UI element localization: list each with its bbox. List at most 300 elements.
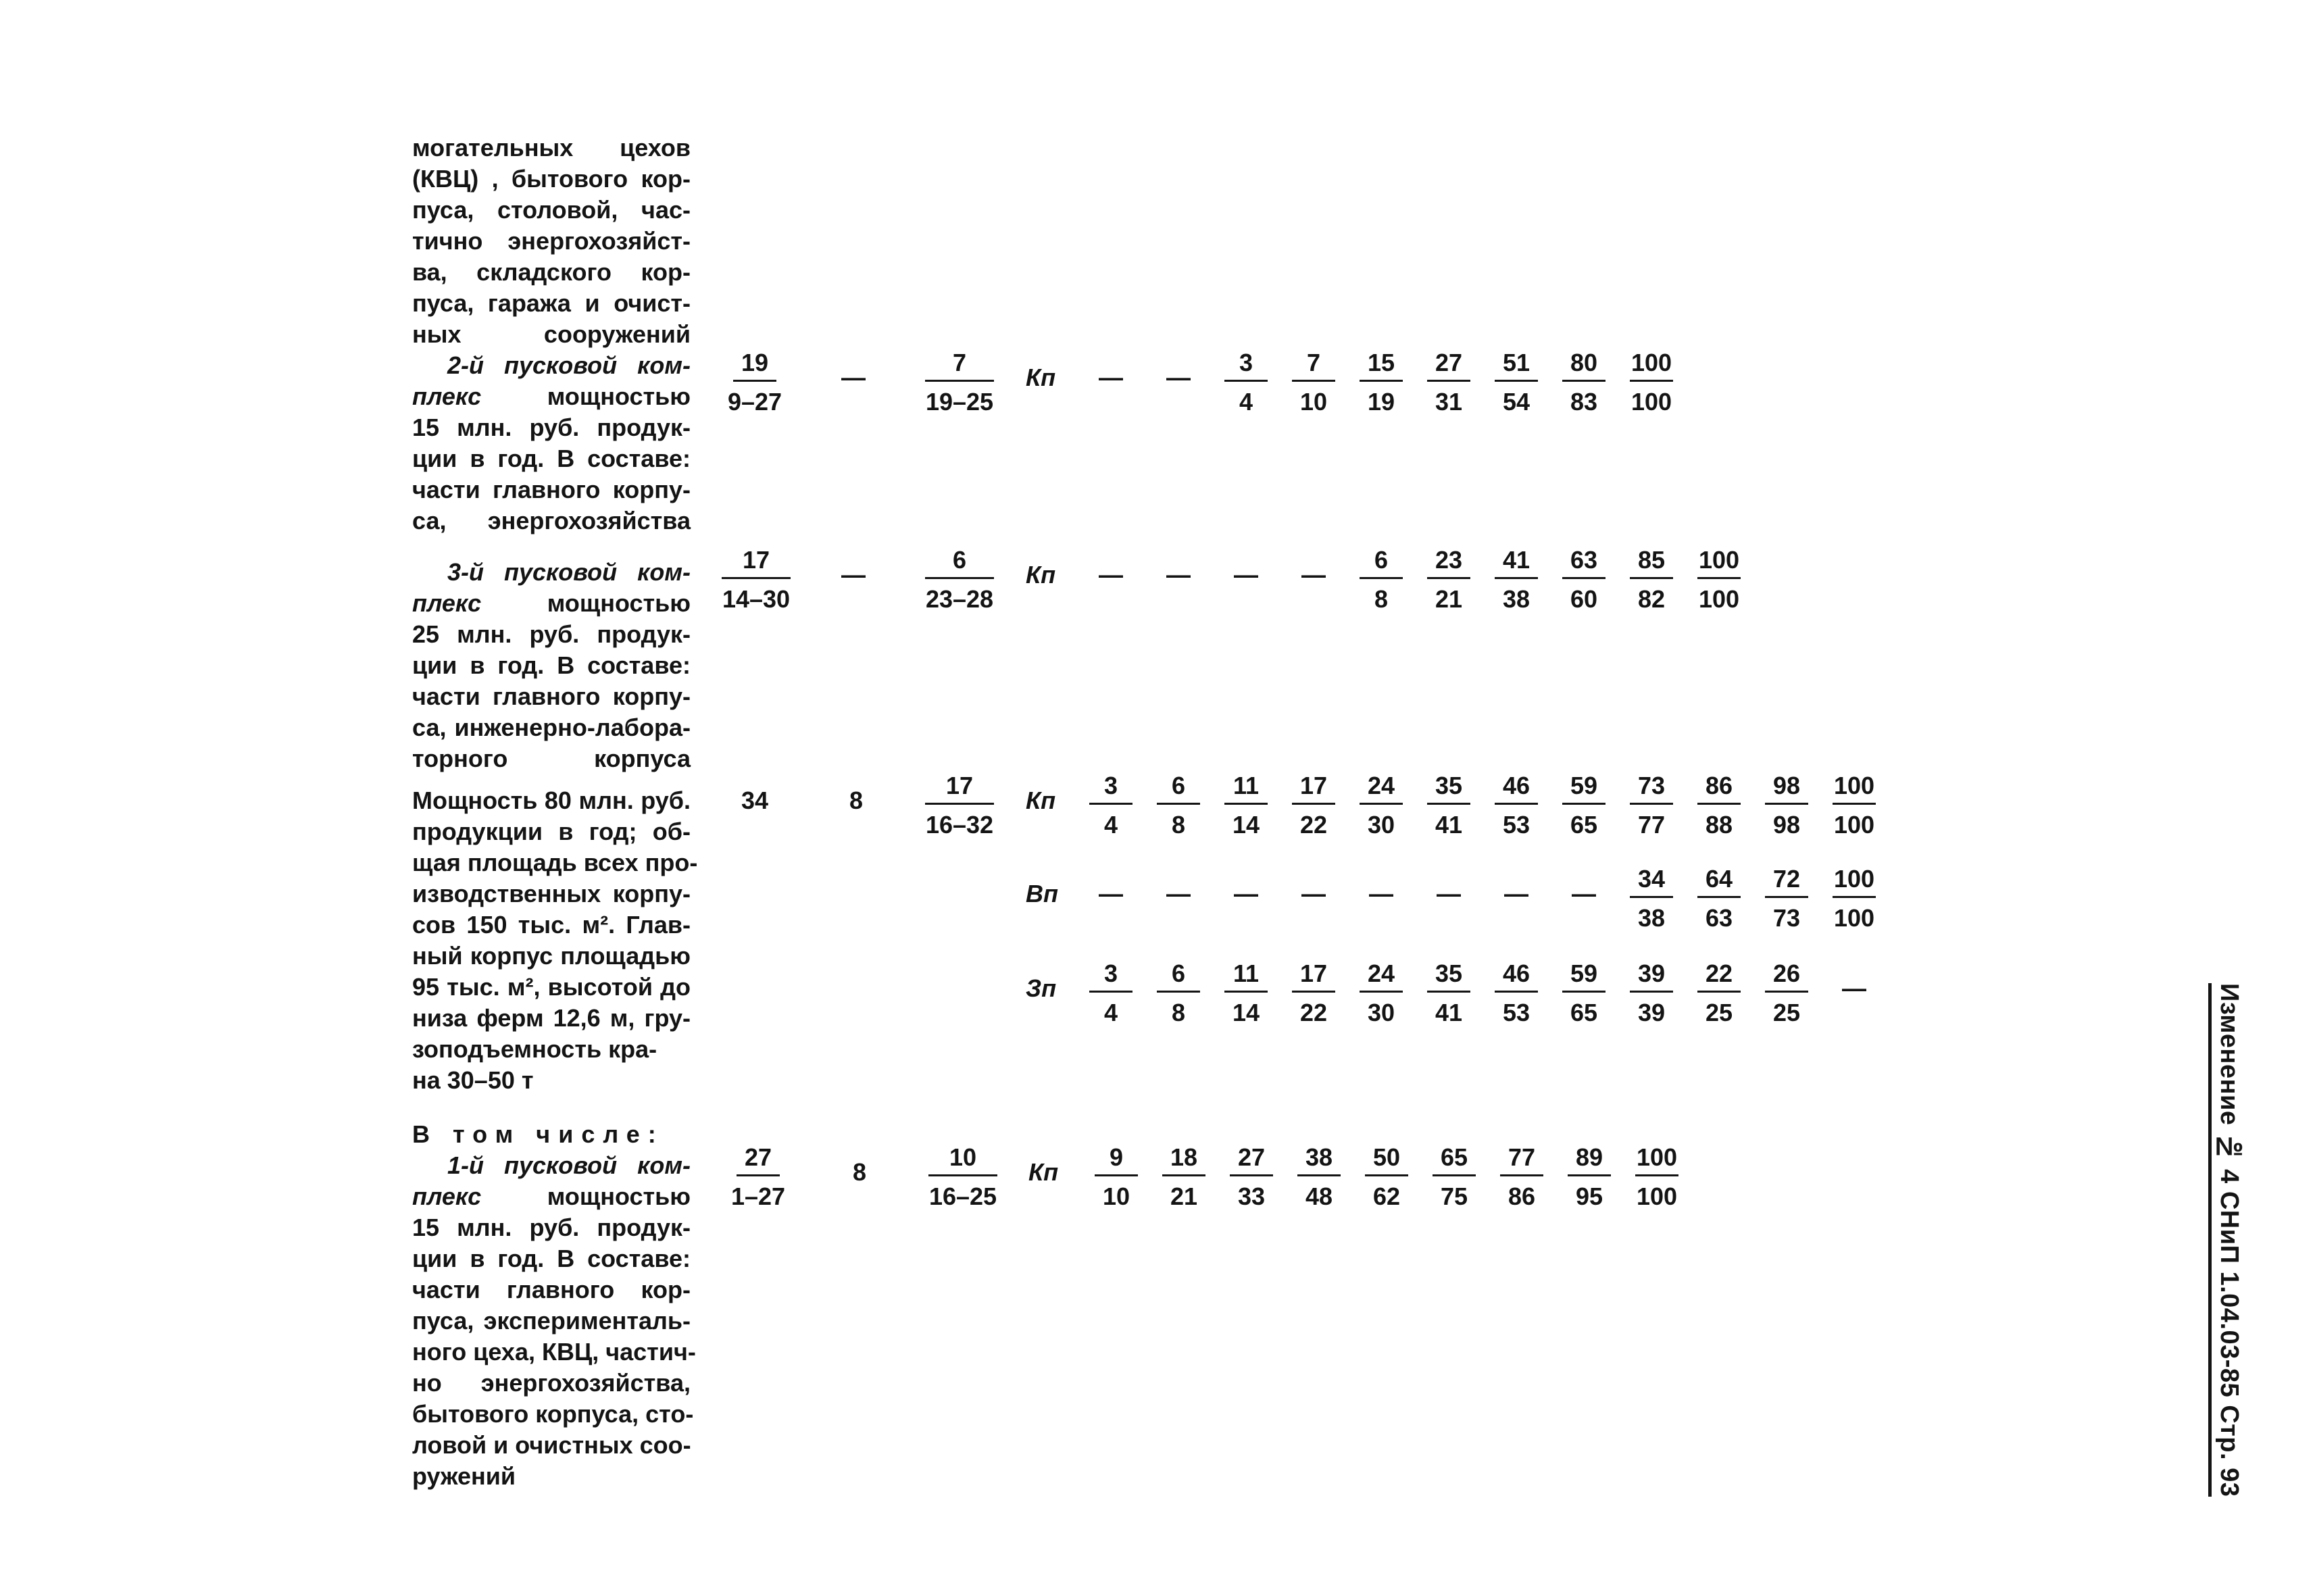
col1-fraction — [726, 347, 783, 418]
fraction-denominator: 19 — [1367, 388, 1395, 416]
fraction-denominator: 41 — [1435, 999, 1463, 1026]
desc-line: ции в год. В составе: — [412, 1245, 691, 1272]
schedule-fraction — [1285, 770, 1342, 841]
desc-line: са, энергохозяйства — [412, 507, 691, 534]
fraction-bar — [1089, 803, 1132, 805]
fraction-denominator: 14 — [1232, 811, 1260, 839]
desc-word-italic: плекс — [412, 382, 482, 410]
fraction-bar — [1562, 991, 1605, 993]
col3-fraction — [916, 347, 1003, 418]
fraction-bar — [1765, 991, 1808, 993]
fraction-numerator: 77 — [1508, 1143, 1536, 1171]
row-label-kp: Кп — [1028, 1158, 1059, 1186]
fraction-numerator: 72 — [1772, 865, 1801, 893]
schedule-fraction — [1623, 347, 1680, 418]
schedule-dash: — — [1234, 880, 1258, 907]
schedule-fraction — [1623, 864, 1680, 934]
fraction-bar — [1562, 380, 1605, 382]
fraction-denominator: 54 — [1502, 388, 1530, 416]
fraction-bar — [1630, 896, 1673, 898]
fraction-denominator: 88 — [1705, 811, 1733, 839]
desc-line: изводственных корпу- — [412, 880, 691, 907]
schedule-fraction — [1555, 770, 1612, 841]
schedule-fraction — [1758, 864, 1815, 934]
schedule-dash: — — [1301, 880, 1326, 907]
fraction-denominator: 31 — [1435, 388, 1463, 416]
schedule-dash: — — [1166, 880, 1191, 907]
schedule-fraction — [1088, 1142, 1145, 1212]
desc-line: 15 млн. руб. продук- — [412, 414, 691, 441]
fraction-numerator: 46 — [1502, 772, 1530, 799]
fraction-numerator: 17 — [1299, 959, 1328, 987]
fraction-denominator: 23–28 — [925, 585, 994, 613]
row-label-vp: Вп — [1026, 880, 1058, 907]
fraction-denominator: 21 — [1170, 1182, 1198, 1210]
fraction-bar — [1427, 577, 1470, 579]
schedule-fraction — [1488, 958, 1545, 1028]
fraction-denominator: 39 — [1637, 999, 1666, 1026]
schedule-fraction — [1420, 545, 1477, 615]
fraction-numerator: 34 — [1637, 865, 1666, 893]
fraction-bar — [1495, 380, 1538, 382]
fraction-numerator: 64 — [1705, 865, 1733, 893]
col2-value: — — [841, 561, 866, 589]
fraction-bar — [925, 803, 994, 805]
desc-line: 25 млн. руб. продук- — [412, 620, 691, 648]
fraction-bar — [1833, 896, 1876, 898]
desc-line: ции в год. В составе: — [412, 445, 691, 472]
fraction-numerator: 39 — [1637, 959, 1666, 987]
schedule-dash: — — [1301, 561, 1326, 589]
desc-line: зоподъемность кра- — [412, 1035, 657, 1063]
fraction-bar — [1360, 991, 1403, 993]
fraction-numerator: 3 — [1103, 772, 1118, 799]
desc-line: сов 150 тыс. м². Глав- — [412, 911, 691, 939]
desc-line: са, инженерно-лабора- — [412, 714, 691, 741]
schedule-fraction — [1358, 1142, 1415, 1212]
fraction-numerator: 100 — [1636, 1143, 1678, 1171]
fraction-denominator: 14 — [1232, 999, 1260, 1026]
fraction-bar — [1630, 380, 1673, 382]
schedule-fraction — [1285, 347, 1342, 418]
fraction-numerator: 80 — [1570, 349, 1598, 376]
fraction-denominator: 100 — [1636, 1182, 1678, 1210]
fraction-numerator: 6 — [1171, 772, 1186, 799]
desc-line: Мощность 80 млн. руб. — [412, 787, 691, 814]
schedule-fraction — [1218, 770, 1274, 841]
desc-line-italic: 2-й пусковой ком- — [447, 351, 691, 379]
fraction-bar — [1157, 991, 1200, 993]
fraction-bar — [1360, 803, 1403, 805]
fraction-numerator: 51 — [1502, 349, 1530, 376]
desc-line: ва, складского кор- — [412, 258, 691, 286]
fraction-bar — [1292, 380, 1335, 382]
fraction-denominator: 63 — [1705, 904, 1733, 932]
fraction-numerator: 98 — [1772, 772, 1801, 799]
fraction-denominator: 100 — [1833, 811, 1875, 839]
fraction-bar — [1224, 991, 1268, 993]
fraction-bar — [1635, 1174, 1678, 1176]
fraction-bar — [1495, 577, 1538, 579]
schedule-fraction — [1623, 545, 1680, 615]
schedule-fraction — [1691, 770, 1747, 841]
schedule-fraction — [1488, 347, 1545, 418]
schedule-fraction — [1488, 770, 1545, 841]
desc-line: ный корпус площадью — [412, 942, 691, 970]
fraction-denominator: 53 — [1502, 999, 1530, 1026]
fraction-denominator: 53 — [1502, 811, 1530, 839]
fraction-bar — [1630, 803, 1673, 805]
schedule-fraction — [1285, 958, 1342, 1028]
desc-line-italic: 1-й пусковой ком- — [447, 1151, 691, 1179]
col2-value: 8 — [849, 787, 864, 814]
fraction-numerator: 59 — [1570, 772, 1598, 799]
block-0-description — [412, 132, 691, 350]
fraction-numerator: 6 — [1171, 959, 1186, 987]
schedule-fraction — [1223, 1142, 1280, 1212]
desc-line: части главного кор- — [412, 1276, 691, 1303]
fraction-bar — [1162, 1174, 1205, 1176]
fraction-numerator: 100 — [1833, 865, 1875, 893]
schedule-fraction — [1353, 958, 1410, 1028]
fraction-denominator: 8 — [1171, 999, 1186, 1026]
fraction-denominator: 65 — [1570, 999, 1598, 1026]
col3-fraction — [916, 545, 1003, 615]
fraction-numerator: 35 — [1435, 959, 1463, 987]
section-heading: В том числе: — [412, 1120, 664, 1148]
desc-line: ции в год. В составе: — [412, 651, 691, 679]
fraction-numerator: 3 — [1239, 349, 1253, 376]
schedule-dash: — — [1842, 974, 1866, 1002]
schedule-fraction — [1623, 770, 1680, 841]
fraction-denominator: 22 — [1299, 811, 1328, 839]
fraction-denominator: 41 — [1435, 811, 1463, 839]
fraction-numerator: 65 — [1440, 1143, 1468, 1171]
fraction-numerator: 73 — [1637, 772, 1666, 799]
schedule-fraction — [1353, 545, 1410, 615]
fraction-bar — [928, 1174, 997, 1176]
desc-word: мощностью — [547, 382, 691, 410]
schedule-dash: — — [1572, 880, 1596, 907]
fraction-bar — [925, 380, 994, 382]
desc-line: бытового корпуса, сто- — [412, 1400, 694, 1428]
fraction-bar — [1297, 1174, 1341, 1176]
fraction-numerator: 46 — [1502, 959, 1530, 987]
desc-line — [412, 588, 691, 619]
desc-line — [412, 381, 691, 412]
fraction-denominator: 10 — [1299, 388, 1328, 416]
fraction-numerator: 35 — [1435, 772, 1463, 799]
side-header — [2208, 983, 2249, 1497]
fraction-denominator: 4 — [1103, 999, 1118, 1026]
fraction-bar — [1765, 896, 1808, 898]
fraction-numerator: 27 — [1237, 1143, 1266, 1171]
desc-line: части главного корпу- — [412, 682, 691, 710]
fraction-bar — [1495, 991, 1538, 993]
fraction-numerator: 11 — [1233, 772, 1260, 799]
col3-fraction — [916, 770, 1003, 841]
fraction-bar — [1360, 380, 1403, 382]
side-header-text: Изменение № 4 СНиП 1.04.03-85 Стр. 93 — [2215, 983, 2243, 1497]
schedule-fraction — [1150, 958, 1207, 1028]
fraction-numerator: 18 — [1170, 1143, 1198, 1171]
fraction-denominator: 1–27 — [730, 1182, 786, 1210]
block-4-description — [412, 1119, 696, 1492]
desc-line: ружений — [412, 1462, 516, 1490]
fraction-denominator: 95 — [1575, 1182, 1603, 1210]
fraction-denominator: 21 — [1435, 585, 1463, 613]
fraction-bar — [1495, 803, 1538, 805]
schedule-dash: — — [1234, 561, 1258, 589]
schedule-fraction — [1691, 545, 1747, 615]
schedule-fraction — [1488, 545, 1545, 615]
fraction-bar — [1427, 991, 1470, 993]
schedule-fraction — [1218, 958, 1274, 1028]
fraction-bar — [1427, 380, 1470, 382]
schedule-dash: — — [1099, 561, 1123, 589]
desc-word: мощностью — [547, 1182, 691, 1210]
schedule-fraction — [1218, 347, 1274, 418]
fraction-denominator: 48 — [1305, 1182, 1333, 1210]
row-label-kp: Кп — [1026, 561, 1056, 589]
fraction-numerator: 3 — [1103, 959, 1118, 987]
fraction-numerator: 17 — [945, 772, 974, 799]
fraction-numerator: 15 — [1367, 349, 1395, 376]
desc-line: (КВЦ) , бытового кор- — [412, 165, 691, 193]
fraction-numerator: 24 — [1367, 959, 1395, 987]
schedule-fraction — [1082, 770, 1139, 841]
schedule-fraction — [1155, 1142, 1212, 1212]
schedule-fraction — [1826, 864, 1883, 934]
fraction-denominator: 65 — [1570, 811, 1598, 839]
fraction-bar — [1095, 1174, 1138, 1176]
schedule-dash: — — [1437, 880, 1461, 907]
schedule-fraction — [1353, 347, 1410, 418]
fraction-bar — [1292, 803, 1335, 805]
fraction-denominator: 73 — [1772, 904, 1801, 932]
schedule-fraction — [1691, 958, 1747, 1028]
fraction-denominator: 8 — [1171, 811, 1186, 839]
fraction-denominator: 19–25 — [925, 388, 994, 416]
fraction-bar — [722, 577, 791, 579]
desc-line: пуса, эксперименталь- — [412, 1307, 691, 1335]
fraction-numerator: 38 — [1305, 1143, 1333, 1171]
fraction-denominator: 25 — [1705, 999, 1733, 1026]
schedule-dash: — — [1504, 880, 1528, 907]
fraction-numerator: 23 — [1435, 546, 1463, 574]
fraction-denominator: 75 — [1440, 1182, 1468, 1210]
schedule-fraction — [1291, 1142, 1347, 1212]
schedule-fraction — [1623, 958, 1680, 1028]
fraction-numerator: 85 — [1637, 546, 1666, 574]
desc-line: 15 млн. руб. продук- — [412, 1214, 691, 1241]
fraction-bar — [1630, 577, 1673, 579]
fraction-denominator: 4 — [1239, 388, 1253, 416]
fraction-denominator: 30 — [1367, 811, 1395, 839]
row-label-zp: Зп — [1026, 974, 1057, 1002]
fraction-bar — [1630, 991, 1673, 993]
schedule-fraction — [1420, 347, 1477, 418]
desc-line: но энергохозяйства, — [412, 1369, 691, 1397]
row-label-kp: Кп — [1026, 787, 1056, 814]
desc-line — [412, 1181, 691, 1212]
fraction-bar — [1433, 1174, 1476, 1176]
schedule-fraction — [1561, 1142, 1618, 1212]
fraction-bar — [1427, 803, 1470, 805]
schedule-fraction — [1758, 770, 1815, 841]
schedule-fraction — [1420, 770, 1477, 841]
fraction-denominator: 100 — [1631, 388, 1672, 416]
schedule-fraction — [1353, 770, 1410, 841]
fraction-bar — [1292, 991, 1335, 993]
fraction-denominator: 86 — [1508, 1182, 1536, 1210]
desc-line: могательных цехов — [412, 134, 691, 161]
schedule-fraction — [1426, 1142, 1483, 1212]
fraction-denominator: 33 — [1237, 1182, 1266, 1210]
fraction-denominator: 100 — [1698, 585, 1740, 613]
fraction-numerator: 24 — [1367, 772, 1395, 799]
fraction-denominator: 100 — [1833, 904, 1875, 932]
fraction-numerator: 6 — [952, 546, 967, 574]
desc-line: части главного корпу- — [412, 476, 691, 503]
fraction-bar — [1697, 803, 1741, 805]
fraction-numerator: 26 — [1772, 959, 1801, 987]
fraction-numerator: 89 — [1575, 1143, 1603, 1171]
desc-line: пуса, столовой, час- — [412, 196, 691, 224]
schedule-fraction — [1758, 958, 1815, 1028]
desc-word-italic: плекс — [412, 1182, 482, 1210]
fraction-bar — [1157, 803, 1200, 805]
fraction-numerator: 50 — [1372, 1143, 1401, 1171]
fraction-numerator: 9 — [1109, 1143, 1124, 1171]
fraction-denominator: 4 — [1103, 811, 1118, 839]
fraction-bar — [925, 577, 994, 579]
fraction-numerator: 17 — [1299, 772, 1328, 799]
fraction-bar — [733, 380, 776, 382]
desc-line: торного корпуса — [412, 745, 691, 772]
fraction-numerator: 7 — [952, 349, 967, 376]
desc-line-italic: 3-й пусковой ком- — [447, 558, 691, 586]
fraction-numerator: 59 — [1570, 959, 1598, 987]
block-3-description — [412, 785, 698, 1096]
row-label-kp: Кп — [1026, 364, 1056, 391]
fraction-denominator: 30 — [1367, 999, 1395, 1026]
schedule-dash: — — [1369, 880, 1393, 907]
block-2-description — [412, 557, 691, 774]
fraction-numerator: 27 — [1435, 349, 1463, 376]
fraction-numerator: 100 — [1833, 772, 1875, 799]
col2-value: 8 — [852, 1158, 867, 1186]
desc-word: мощностью — [547, 589, 691, 617]
fraction-denominator: 14–30 — [722, 585, 791, 613]
fraction-numerator: 10 — [949, 1143, 977, 1171]
desc-line: ловой и очистных соо- — [412, 1431, 691, 1459]
desc-line: щая площадь всех про- — [412, 849, 698, 876]
fraction-numerator: 7 — [1306, 349, 1321, 376]
fraction-bar — [1500, 1174, 1543, 1176]
fraction-denominator: 62 — [1372, 1182, 1401, 1210]
col3-fraction — [919, 1142, 1007, 1212]
schedule-fraction — [1493, 1142, 1550, 1212]
fraction-bar — [1230, 1174, 1273, 1176]
col2-value: — — [841, 364, 866, 391]
schedule-fraction — [1555, 958, 1612, 1028]
desc-line: на 30–50 т — [412, 1066, 534, 1094]
fraction-denominator: 22 — [1299, 999, 1328, 1026]
fraction-denominator: 38 — [1502, 585, 1530, 613]
schedule-fraction — [1082, 958, 1139, 1028]
fraction-bar — [1568, 1174, 1611, 1176]
fraction-bar — [1089, 991, 1132, 993]
desc-word-italic: плекс — [412, 589, 482, 617]
fraction-denominator: 83 — [1570, 388, 1598, 416]
fraction-numerator: 22 — [1705, 959, 1733, 987]
fraction-bar — [1765, 803, 1808, 805]
fraction-denominator: 8 — [1374, 585, 1389, 613]
fraction-numerator: 6 — [1374, 546, 1389, 574]
fraction-denominator: 82 — [1637, 585, 1666, 613]
schedule-fraction — [1420, 958, 1477, 1028]
fraction-denominator: 16–25 — [928, 1182, 997, 1210]
col1-fraction — [730, 1142, 787, 1212]
fraction-denominator: 98 — [1772, 811, 1801, 839]
fraction-denominator: 60 — [1570, 585, 1598, 613]
desc-line: 95 тыс. м², высотой до — [412, 973, 691, 1001]
fraction-bar — [1697, 577, 1741, 579]
schedule-dash: — — [1166, 561, 1191, 589]
fraction-bar — [1224, 803, 1268, 805]
schedule-fraction — [1628, 1142, 1685, 1212]
fraction-numerator: 19 — [741, 349, 769, 376]
desc-line: пуса, гаража и очист- — [412, 289, 691, 317]
fraction-denominator: 10 — [1102, 1182, 1130, 1210]
schedule-fraction — [1150, 770, 1207, 841]
schedule-fraction — [1555, 545, 1612, 615]
fraction-numerator: 17 — [742, 546, 770, 574]
fraction-numerator: 41 — [1502, 546, 1530, 574]
fraction-bar — [1562, 803, 1605, 805]
schedule-fraction — [1691, 864, 1747, 934]
fraction-denominator: 16–32 — [925, 811, 994, 839]
fraction-bar — [1697, 991, 1741, 993]
block-1-description — [412, 350, 691, 537]
desc-line: низа ферм 12,6 м, гру- — [412, 1004, 691, 1032]
schedule-fraction — [1826, 770, 1883, 841]
fraction-bar — [1562, 577, 1605, 579]
fraction-denominator: 77 — [1637, 811, 1666, 839]
desc-line: продукции в год; об- — [412, 818, 691, 845]
fraction-bar — [1833, 803, 1876, 805]
schedule-dash: — — [1099, 880, 1123, 907]
fraction-bar — [1697, 896, 1741, 898]
fraction-numerator: 86 — [1705, 772, 1733, 799]
desc-line: ного цеха, КВЦ, частич- — [412, 1338, 696, 1366]
fraction-bar — [737, 1174, 780, 1176]
col1-value: 34 — [741, 787, 769, 814]
fraction-numerator: 100 — [1631, 349, 1672, 376]
fraction-bar — [1365, 1174, 1408, 1176]
fraction-denominator: 9–27 — [727, 388, 782, 416]
fraction-bar — [1224, 380, 1268, 382]
desc-line: ных сооружений — [412, 320, 691, 348]
schedule-fraction — [1555, 347, 1612, 418]
col1-fraction — [712, 545, 800, 615]
fraction-numerator: 27 — [744, 1143, 772, 1171]
fraction-denominator: 38 — [1637, 904, 1666, 932]
fraction-denominator: 25 — [1772, 999, 1801, 1026]
schedule-dash: — — [1166, 364, 1191, 391]
fraction-numerator: 11 — [1233, 959, 1260, 987]
